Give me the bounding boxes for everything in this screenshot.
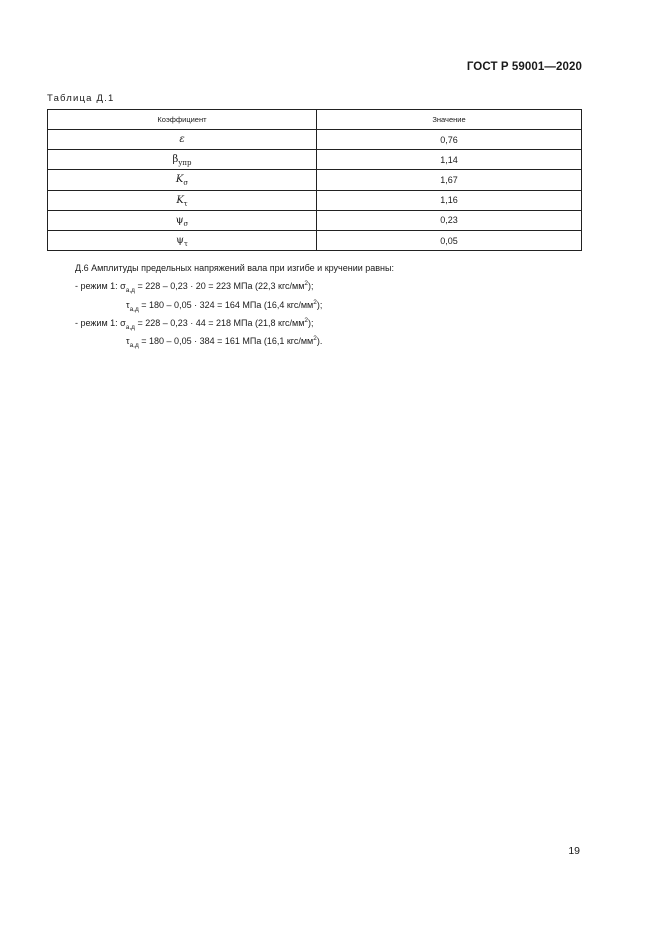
section-intro: Д.6 Амплитуды предельных напряжений вала при изгибе и кручении равны: — [75, 263, 394, 273]
formula-line: $\tau_{а,д} = 180 - 0,05 \cdot 384 = 161$ МПа (16,1 кгс/$мм^2$). — [126, 335, 323, 349]
table-caption: Таблица Д.1 — [47, 93, 115, 104]
coefficient-table — [47, 109, 582, 251]
coefficient-symbol: $\beta_{упр}$ — [48, 150, 317, 170]
page-header-title: ГОСТ Р 59001—2020 — [466, 61, 582, 73]
coefficient-value: 0,76 — [317, 130, 582, 150]
formula-line: - режим 1: $\sigma_{а,д} = 228 - 0,23 \cdot 20 = 223$ МПа (22,3 кгс/$мм^2$); — [75, 280, 314, 294]
formula-line: $\tau_{а,д} = 180 - 0,05 \cdot 324 = 164$ МПа (16,4 кгс/$мм^2$); — [126, 299, 323, 313]
table-row — [48, 130, 582, 150]
coefficient-value: 0,23 — [317, 210, 582, 230]
coefficient-value: 1,16 — [317, 190, 582, 210]
coefficient-symbol: $K_\sigma$ — [48, 170, 317, 190]
table-header-row — [48, 110, 582, 130]
coefficient-symbol: $\psi_\tau$ — [48, 230, 317, 250]
page-number: 19 — [568, 845, 580, 857]
table-row — [48, 190, 582, 210]
coefficient-symbol: $\psi_\sigma$ — [48, 210, 317, 230]
coefficient-value: 1,14 — [317, 150, 582, 170]
formula-line: - режим 1: $\sigma_{а,д} = 228 - 0,23 \cdot 44 = 218$ МПа (21,8 кгс/$мм^2$); — [75, 317, 314, 331]
coefficient-symbol: $K_\tau$ — [48, 190, 317, 210]
table-row — [48, 230, 582, 250]
column-header-value: Значение — [317, 110, 582, 130]
column-header-coefficient: Коэффициент — [48, 110, 317, 130]
table-row — [48, 170, 582, 190]
table-row — [48, 210, 582, 230]
coefficient-symbol: ε — [48, 130, 317, 150]
coefficient-value: 1,67 — [317, 170, 582, 190]
coefficient-value: 0,05 — [317, 230, 582, 250]
table-row — [48, 150, 582, 170]
